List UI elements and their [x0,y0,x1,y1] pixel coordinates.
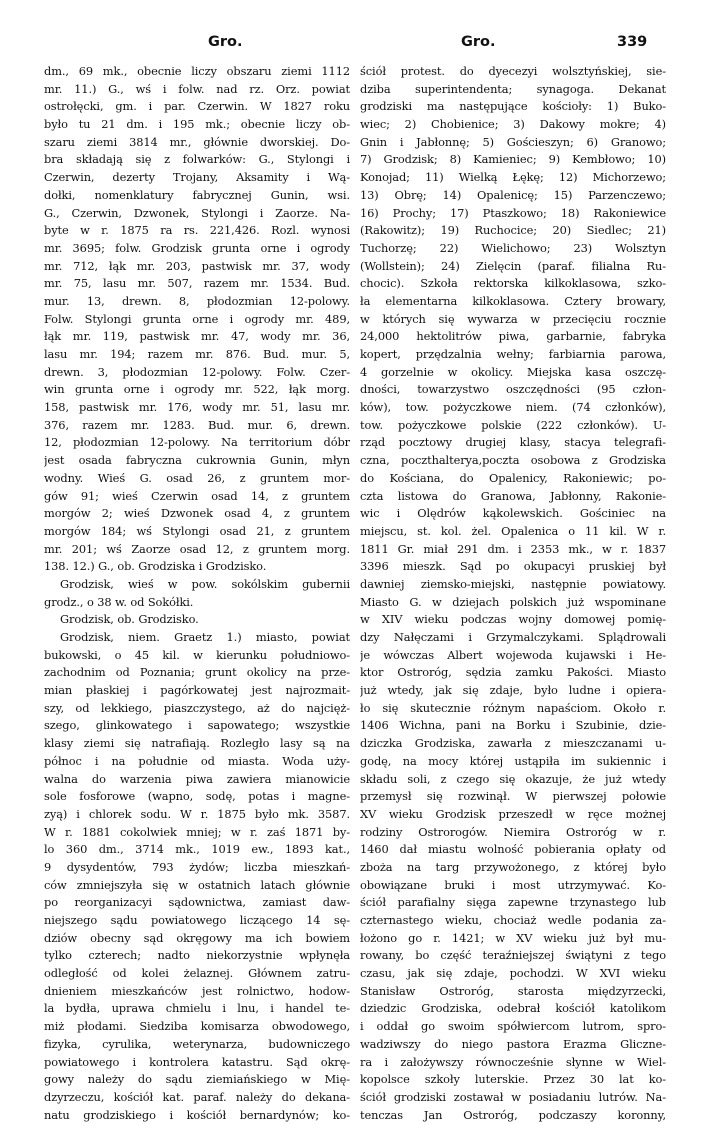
text-line: (Rakowitz); 19) Ruchocice; 20) Siedlec; 21) [360,223,666,238]
text-line: dzyrzeczu, kościół kat. paraf. należy do dekana- [44,1089,350,1104]
text-line: wiec; 2) Chobienice; 3) Dakowy mokre; 4) [360,117,666,132]
text-line: morgów 184; wś Stylongi osad 21, z gruntem [44,523,350,538]
text-line: dności, towarzystwo oszczędności (95 człon- [360,382,666,397]
text-line: 3396 mieszk. Sąd po okupacyi pruskiej był [360,559,666,574]
text-line: kopert, przędzalnia wełny; farbiarnia parowa, [360,347,666,361]
text-line: szaru ziemi 3814 mr., głównie dworskiej. Do- [44,134,350,149]
text-line: kopolsce szkoły luterskie. Przez 30 lat ko- [360,1072,666,1087]
text-line: Tuchorzę; 22) Wielichowo; 23) Wolsztyn [360,240,666,255]
text-line: do Kościana, do Opalenicy, Rakoniewic; po- [360,470,666,485]
text-line: dziba superintendenta; synagoga. Dekanat [360,81,666,96]
text-line: szy, od lekkiego, piaszczystego, aż do najcięż- [44,700,350,715]
text-line: Stanisław Ostroróg, starosta międzyrzecki, [360,983,666,998]
text-line: XV wieku Grodzisk przeszedł w ręce możnej [360,806,666,821]
text-line: walna do warzenia piwa zawiera mianowicie [44,771,350,786]
text-line: po reorganizacyi sądownictwa, zamiast daw- [44,895,350,910]
text-line: rowany, bo część teraźniejszej świątyni z tego [360,948,666,963]
text-line: dziedzic Grodziska, odebrał kościół katolikom [360,1001,666,1016]
text-line: ściół parafialny sięga zapewne trzynastego lub [360,895,666,910]
text-line: drewn. 3, płodozmian 12-polowy. Folw. Czer- [44,364,350,379]
text-line: grodz., o 38 w. od Sokółki. [44,594,194,609]
text-line: mr. 3695; folw. Grodzisk grunta orne i ogrody [44,240,350,255]
text-line: rodziny Ostrorogów. Niemira Ostroróg w r. [360,824,666,839]
text-line: mr. 201; wś Zaorze osad 12, z gruntem morg. [44,541,350,556]
text-line: łożono go r. 1421; w XV wieku już był mu- [360,930,666,945]
text-line: czna, poczthalterya,poczta osobowa z Grodziska [360,453,666,468]
text-line: już wtedy, jak się zdaje, było ludne i opiera- [360,683,666,698]
text-line: sole fosforowe (wapno, sodę, potas i magne- [44,789,350,804]
text-line: Grodzisk, niem. Graetz 1.) miasto, powiat [60,630,350,644]
text-line: ło się skutecznie różnym napaściom. Około r. [360,700,666,715]
text-line: czta listowa do Granowa, Jabłonny, Rakonie- [360,488,666,503]
text-line: 158, pastwisk mr. 176, wody mr. 51, lasu mr. [44,400,350,415]
text-line: dziczka Grodziska, zawarła z mieszczanami u- [360,736,666,751]
text-line: Grodzisk, wieś w pow. sokólskim gubernii [60,576,350,591]
text-line: wadziwszy do niego pastora Erazma Gliczne- [360,1036,666,1051]
text-line: tenczas Jan Ostroróg, podczaszy koronny, [360,1107,666,1122]
text-line: ków), tow. pożyczkowe niem. (74 członków), [360,400,666,415]
text-line: ściół protest. do dyecezyi wolsztyńskiej, sie- [360,64,666,78]
text-line: 376, razem mr. 1283. Bud. mur. 6, drewn. [44,417,350,432]
text-line: zachodnim od Poznania; grunt okolicy na prze- [44,665,350,680]
running-header [0,34,720,54]
text-line: G., Czerwin, Dzwonek, Stylongi i Zaorze. Na- [44,205,350,220]
text-line: 9 dysydentów, 793 żydów; liczba mieszkań- [44,859,350,874]
header-left-word: Gro. [208,34,243,50]
text-line: mr. 11.) G., wś i folw. nad rz. Orz. powiat [44,81,350,96]
text-line: czasu, jak się zdaje, pochodzi. W XVI wieku [360,966,666,981]
text-line: mr. 712, łąk mr. 203, pastwisk mr. 37, wody [44,258,350,273]
text-line: zyą) i chlorek sodu. W r. 1875 było mk. 3587. [44,806,350,821]
text-line: 1811 Gr. miał 291 dm. i 2353 mk., w r. 1837 [360,541,666,556]
text-line: Grodzisk, ob. Grodzisko. [60,612,199,627]
text-line: W r. 1881 cokolwiek mniej; w r. zaś 1871 by- [44,824,350,839]
text-line: przemysł się rozwinął. W pierwszej połowie [360,789,666,804]
text-line: miż płodami. Siedziba komisarza obwodowego, [44,1019,350,1034]
text-line: je wówczas Albert wojewoda kujawski i He- [360,647,666,662]
text-line: la bydła, uprawa chmielu i lnu, i handel te- [44,1001,350,1016]
text-line: byte w r. 1875 ra rs. 221,426. Rozl. wynosi [44,223,350,238]
text-line: lasu mr. 194; razem mr. 876. Bud. mur. 5, [44,347,350,361]
text-line: grodziski ma następujące kościoły: 1) Buko- [360,99,666,114]
text-line: dzy Nałęczami i Grzymalczykami. Splądrowali [360,630,666,644]
text-line: ściół grodziski zostawał w posiadaniu lutrów. Na- [360,1089,666,1104]
text-line: win grunta orne i ogrody mr. 522, łąk morg. [44,382,350,397]
text-line: składu soli, z czego się okazuje, że już wtedy [360,771,666,786]
text-line: szego, glinkowatego i sapowatego; wszystkie [44,718,350,733]
text-line: miejscu, st. kol. żel. Opalenica o 11 kil. W r. [360,523,666,538]
text-line: wic i Olędrów kąkolewskich. Gościniec na [360,506,666,521]
text-line: jest osada fabryczna cukrownia Gunin, młyn [44,453,350,468]
text-line: 24,000 hektolitrów piwa, garbarnie, fabryka [360,329,666,344]
text-line: mr. 75, lasu mr. 507, razem mr. 1534. Bud. [44,276,350,291]
text-line: wodny. Wieś G. osad 26, z gruntem mor- [44,470,350,485]
text-line: północ i na południe od miasta. Woda uży- [44,753,350,768]
text-line: 1406 Wichna, pani na Borku i Szubinie, dzie- [360,718,666,733]
text-line: 16) Prochy; 17) Ptaszkowo; 18) Rakoniewice [360,205,666,220]
text-line: rząd pocztowy drugiej klasy, stacya telegrafi- [360,435,666,450]
left-text-column [44,63,350,1124]
right-text-column [360,63,666,1124]
text-line: czternastego wieku, chociaż wedle podania za- [360,913,666,927]
text-line: powiatowego i kontrolera katastru. Sąd okrę- [44,1054,350,1069]
text-line: 7) Grodzisk; 8) Kamieniec; 9) Kembłowo; 10) [360,152,666,167]
text-line: godę, na mocy której ustąpiła im sukiennic i [360,753,666,768]
header-right-word: Gro. [461,34,496,50]
text-line: i oddał go swoim spółwiercom lutrom, spro- [360,1019,666,1034]
text-line: Czerwin, dezerty Trojany, Aksamity i Wą- [44,170,350,185]
text-line: Konojad; 11) Wielką Łękę; 12) Michorzewo; [360,170,666,185]
text-line: obowiązane bruki i most utrzymywać. Ko- [360,877,666,892]
text-line: (Wollstein); 24) Zielęcin (paraf. filialna Ru- [360,258,666,273]
text-line: dawniej ziemsko-miejski, następnie powiatowy. [360,576,666,591]
text-line: 1460 dał miastu wolność pobierania opłaty od [360,842,666,857]
text-line: natu grodziskiego i kościół bernardynów; ko- [44,1107,350,1122]
text-line: tylko czterech; nadto niekorzystnie wpłynęła [44,948,350,963]
text-line: Gnin i Jabłonnę; 5) Gościeszyn; 6) Granowo; [360,134,666,149]
text-line: gowy należy do sądu ziemiańskiego w Mię- [44,1072,350,1087]
text-line: chocic). Szkoła rektorska kilkoklasowa, szko- [360,276,666,291]
text-line: bra składają się z folwarków: G., Stylongi i [44,152,350,167]
text-line: tow. pożyczkowe polskie (222 członków). U- [360,417,666,432]
text-line: 4 gorzelnie w okolicy. Miejska kasa oszczę- [360,364,666,379]
text-line: 13) Obrę; 14) Opalenicę; 15) Parzenczewo; [360,187,666,202]
text-line: klasy ziemi się natrafiają. Rozległo lasy są na [44,736,350,751]
text-line: bukowski, o 45 kil. w kierunku południowo- [44,647,350,662]
text-line: ra i założywszy równocześnie słynne w Wiel- [360,1054,666,1069]
text-line: zboża na targ przywożonego, z której było [360,859,666,874]
text-line: morgów 2; wieś Dzwonek osad 4, z gruntem [44,506,350,521]
text-line: ła elementarna kilkoklasowa. Cztery browary, [360,293,666,308]
text-line: było tu 21 dm. i 195 mk.; obecnie liczy ob- [44,117,350,132]
page-number: 339 [617,34,648,50]
text-line: dm., 69 mk., obecnie liczy obszaru ziemi 1112 [44,64,350,78]
text-line: w XIV wieku podczas wojny domowej pomię- [360,612,666,627]
text-line: 138. 12.) G., ob. Grodziska i Grodzisko. [44,559,267,574]
text-line: ostrołęcki, gm. i par. Czerwin. W 1827 roku [44,99,350,114]
text-line: ktor Ostroróg, sędzia zamku Pakości. Miasto [360,665,666,680]
text-line: dziów obecny sąd okręgowy ma ich bowiem [44,930,350,945]
text-line: lo 360 dm., 3714 mk., 1019 ew., 1893 kat., [44,842,350,857]
text-line: fizyka, cyrulika, weterynarza, budowniczego [44,1036,350,1051]
text-line: dołki, nomenklatury fabrycznej Gunin, wsi. [44,187,350,202]
text-line: Miasto G. w dziejach polskich już wspominane [360,594,666,609]
text-line: odległość od kolei żelaznej. Głównem zatru- [44,966,350,981]
text-line: Folw. Stylongi grunta orne i ogrody mr. 489, [44,311,350,326]
text-line: gów 91; wieś Czerwin osad 14, z gruntem [44,488,350,503]
text-line: w których się wywarza w przecięciu rocznie [360,311,666,326]
text-line: mur. 13, drewn. 8, płodozmian 12-polowy. [44,293,350,308]
text-line: łąk mr. 119, pastwisk mr. 47, wody mr. 36, [44,329,350,344]
text-line: ców zmniejszyła się w ostatnich latach głównie [44,877,350,892]
text-line: 12, płodozmian 12-polowy. Na territorium dóbr [44,435,350,450]
text-line: dnieniem mieszkańców jest rolnictwo, hodow- [44,983,350,998]
text-line: niejszego sądu powiatowego liczącego 14 sę- [44,913,350,927]
text-line: mian płaskiej i pagórkowatej jest najrozmait- [44,683,350,698]
